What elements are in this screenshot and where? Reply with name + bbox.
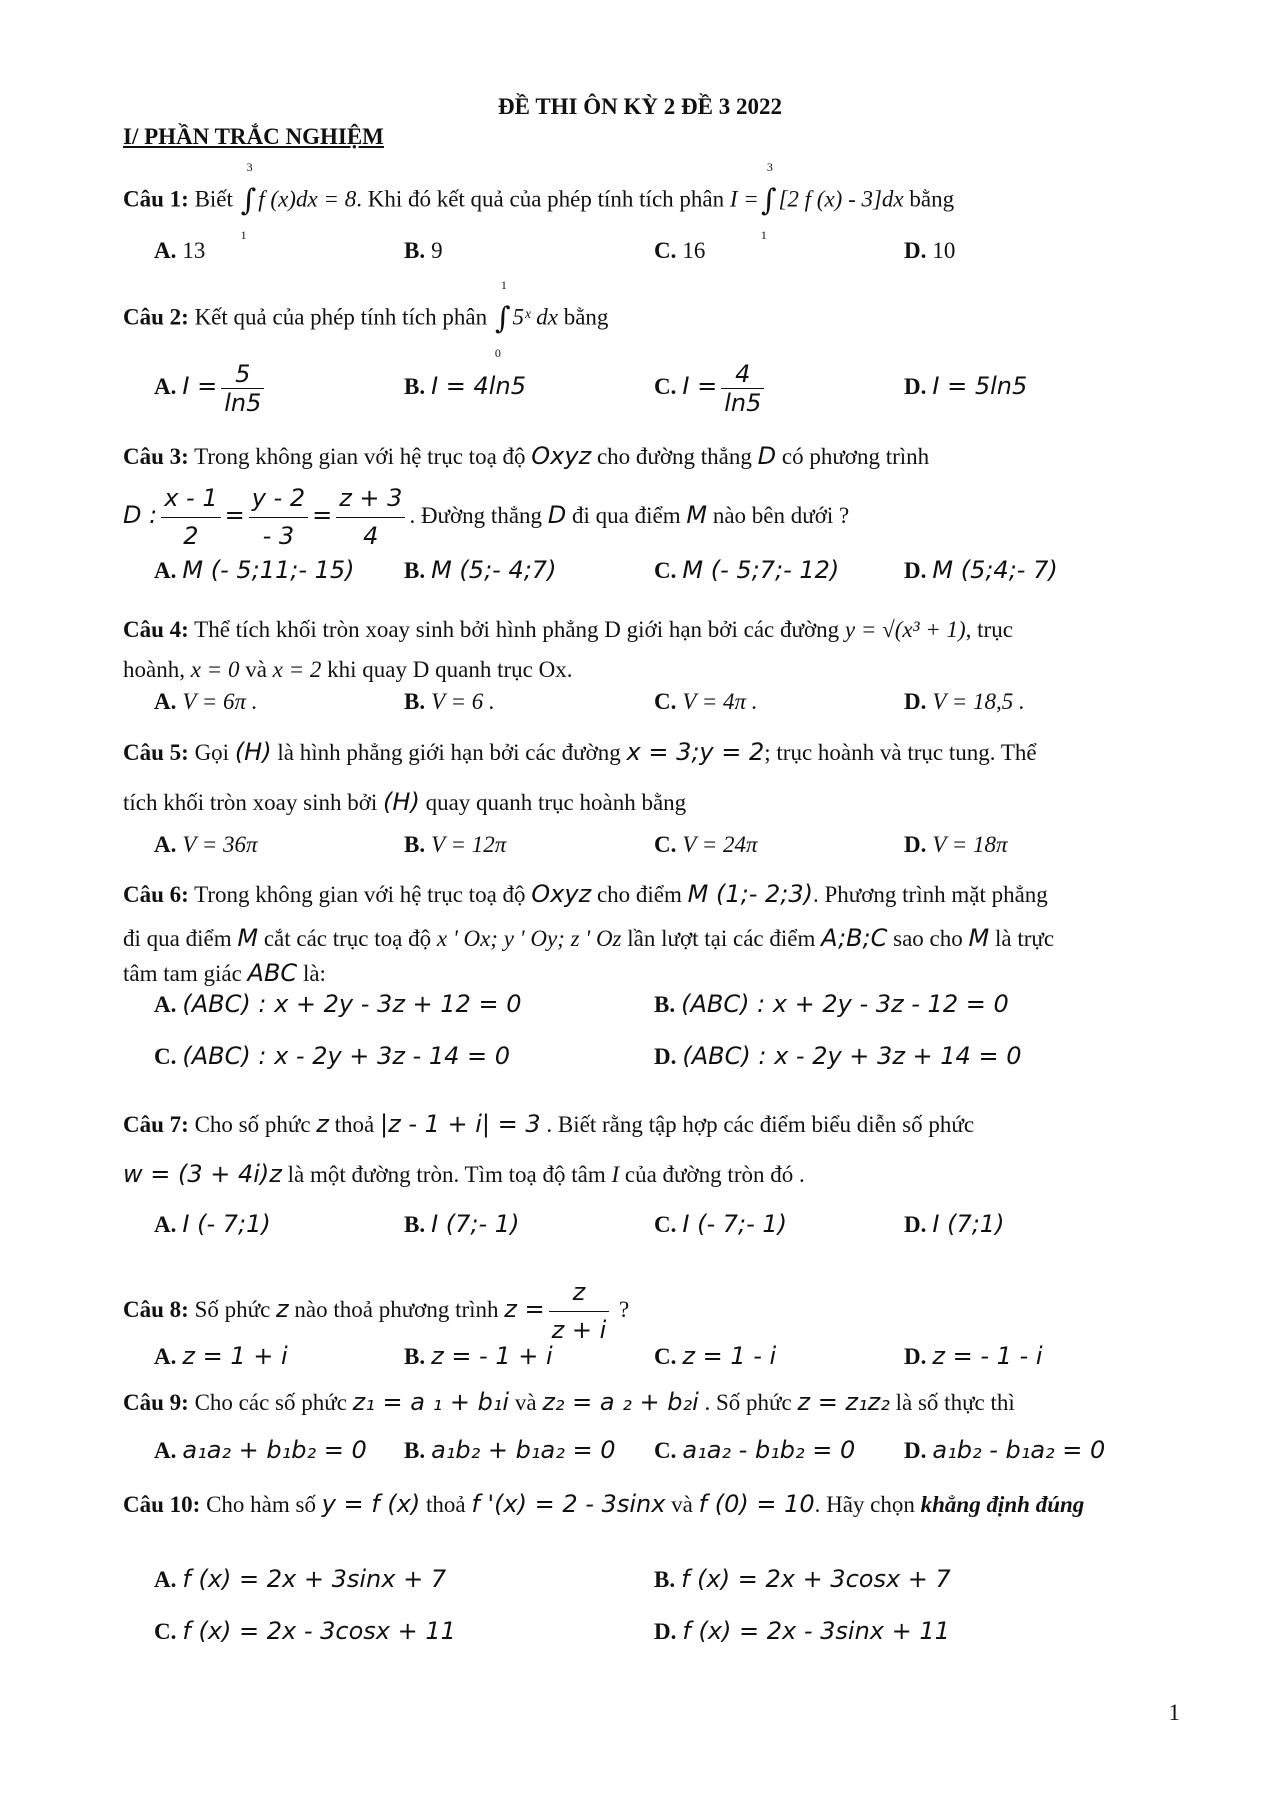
page-title: ĐỀ THI ÔN KỲ 2 ĐỀ 3 2022 [498, 94, 782, 119]
option-b[interactable]: B. (ABC) : x + 2y - 3z - 12 = 0 [654, 990, 1009, 1018]
question-label: Câu 7: [123, 1112, 189, 1137]
option-c[interactable]: C. I (- 7;- 1) [654, 1210, 788, 1238]
option-b[interactable]: B. f (x) = 2x + 3cosx + 7 [654, 1565, 951, 1593]
option-c[interactable]: C. V = 24π [654, 832, 758, 857]
integral-expression: f (x)dx = 8 [258, 186, 357, 212]
question-2 [123, 278, 1183, 360]
option-d[interactable]: D. z = - 1 - i [904, 1342, 1043, 1370]
question-3: Câu 3: Trong không gian với hệ trục toạ độ Oxyz cho đường thẳng D có phương trình [123, 442, 930, 470]
option-a[interactable]: A. f (x) = 2x + 3sinx + 7 [154, 1565, 447, 1593]
question-label: Câu 4: [123, 617, 189, 642]
question-label: Câu 9: [123, 1390, 189, 1415]
option-a[interactable]: A. a₁a₂ + b₁b₂ = 0 [154, 1436, 367, 1464]
math-expression: I = [729, 186, 759, 212]
integral-symbol: ∫ 3 1 [240, 160, 257, 242]
option-c[interactable]: C. M (- 5;7;- 12) [654, 556, 840, 584]
option-c[interactable]: C. V = 4π . [654, 689, 758, 714]
option-b[interactable]: B. V = 12π [404, 832, 507, 857]
option-c[interactable]: C. a₁a₂ - b₁b₂ = 0 [654, 1436, 856, 1464]
option-b[interactable]: B. M (5;- 4;7) [404, 556, 557, 584]
option-b[interactable]: B. I = 4ln5 [404, 372, 526, 400]
question-1 [123, 160, 1183, 242]
emphasis-text: khẳng định đúng [920, 1492, 1085, 1517]
option-a[interactable]: A. V = 36π [154, 832, 258, 857]
question-9: Câu 9: Cho các số phức z₁ = a ₁ + b₁i và z₂ = a ₂ + b₂i . Số phức z = z₁z₂ là số thực thì [123, 1388, 1015, 1416]
option-c[interactable]: C. 16 [654, 238, 706, 263]
question-label: Câu 2: [123, 304, 189, 330]
question-label: Câu 8: [123, 1296, 189, 1322]
integral-expression: [2 f (x) - 3]dx [778, 186, 904, 212]
question-4: Câu 4: Thể tích khối tròn xoay sinh bởi hình phẳng D giới hạn bởi các đường y = √(x³ + 1), trục [123, 617, 1013, 642]
question-4-line2: hoành, x = 0 và x = 2 khi quay D quanh trục Ox. [123, 657, 573, 682]
option-c[interactable]: C. I = $\frac{4}{\ln 5}$ [654, 360, 768, 417]
option-b[interactable]: B. I (7;- 1) [404, 1210, 520, 1238]
option-a[interactable]: A. 13 [154, 238, 206, 263]
integral-symbol: ∫ 3 1 [760, 160, 777, 242]
question-10: Câu 10: Cho hàm số y = f (x) thoả f '(x) = 2 - 3sinx và f (0) = 10. Hãy chọn khẳng định đúng [123, 1490, 1085, 1518]
section-heading: I/ PHẦN TRẮC NGHIỆM [123, 124, 384, 149]
integral-expression: 5ˣ dx [512, 304, 558, 330]
option-d[interactable]: D. V = 18π [904, 832, 1008, 857]
option-d[interactable]: D. I = 5ln5 [904, 372, 1028, 400]
option-b[interactable]: B. 9 [404, 238, 443, 263]
question-6-line3: tâm tam giác ABC là: [123, 959, 326, 987]
option-c[interactable]: C. (ABC) : x - 2y + 3z - 14 = 0 [154, 1042, 511, 1070]
question-text: bằng [909, 186, 955, 212]
option-b[interactable]: B. z = - 1 + i [404, 1342, 553, 1370]
question-label: Câu 3: [123, 444, 189, 469]
option-a[interactable]: A. I = $\frac{5}{\ln 5}$ [154, 360, 268, 417]
option-d[interactable]: D. (ABC) : x - 2y + 3z + 14 = 0 [654, 1042, 1022, 1070]
math-expression: y = √(x³ + 1) [844, 617, 966, 642]
option-d[interactable]: D. 10 [904, 238, 956, 263]
question-7-line2: w = (3 + 4i)z là một đường tròn. Tìm toạ độ tâm I của đường tròn đó . [123, 1160, 805, 1188]
question-text: bằng [563, 304, 609, 330]
question-5: Câu 5: Gọi (H) là hình phẳng giới hạn bởi các đường x = 3;y = 2; trục hoành và trục tung. Thể [123, 738, 1037, 766]
question-6: Câu 6: Trong không gian với hệ trục toạ độ Oxyz cho điểm M (1;- 2;3). Phương trình mặt phẳng [123, 880, 1048, 908]
math-expression: Oxyz [531, 442, 592, 470]
page-number: 1 [1168, 1700, 1180, 1725]
option-a[interactable]: A. V = 6π . [154, 689, 258, 714]
question-text: . Khi đó kết quả của phép tính tích phân [356, 186, 725, 212]
option-d[interactable]: D. V = 18,5 . [904, 689, 1025, 714]
question-6-line2: đi qua điểm M cắt các trục toạ độ x ' Ox; y ' Oy; z ' Oz lần lượt tại các điểm A;B;C sao cho M là trực [123, 924, 1055, 952]
option-d[interactable]: D. M (5;4;- 7) [904, 556, 1058, 584]
question-label: Câu 6: [123, 882, 189, 907]
option-a[interactable]: A. (ABC) : x + 2y - 3z + 12 = 0 [154, 990, 522, 1018]
option-a[interactable]: A. I (- 7;1) [154, 1210, 271, 1238]
question-label: Câu 1: [123, 186, 189, 212]
question-7: Câu 7: Cho số phức z thoả |z - 1 + i| = 3 . Biết rằng tập hợp các điểm biểu diễn số phức [123, 1110, 975, 1138]
question-8: Câu 8: Số phức z nào thoả phương trình z = $\frac{z}{z + i}$ ? [123, 1274, 1183, 1349]
question-text: Biết [194, 186, 233, 212]
option-c[interactable]: C. z = 1 - i [654, 1342, 777, 1370]
option-d[interactable]: D. a₁b₂ - b₁a₂ = 0 [904, 1436, 1106, 1464]
question-5-line2: tích khối tròn xoay sinh bởi (H) quay quanh trục hoành bằng [123, 788, 687, 816]
question-text: Kết quả của phép tính tích phân [194, 304, 488, 330]
option-d[interactable]: D. I (7;1) [904, 1210, 1005, 1238]
option-a[interactable]: A. z = 1 + i [154, 1342, 288, 1370]
option-d[interactable]: D. f (x) = 2x - 3sinx + 11 [654, 1617, 950, 1645]
option-b[interactable]: B. V = 6 . [404, 689, 495, 714]
integral-symbol: ∫ 1 0 [494, 278, 511, 360]
question-label: Câu 5: [123, 740, 189, 765]
question-label: Câu 10: [123, 1492, 201, 1517]
option-c[interactable]: C. f (x) = 2x - 3cosx + 11 [154, 1617, 456, 1645]
option-a[interactable]: A. M (- 5;11;- 15) [154, 556, 355, 584]
option-b[interactable]: B. a₁b₂ + b₁a₂ = 0 [404, 1436, 616, 1464]
question-3-equation: D : $\frac{x - 1}{2}$ = $\frac{y - 2}{- 3}$ = $\frac{z + 3}{4}$ . Đường thẳng D đi qua điểm M nào bên dưới ? [123, 480, 1183, 555]
